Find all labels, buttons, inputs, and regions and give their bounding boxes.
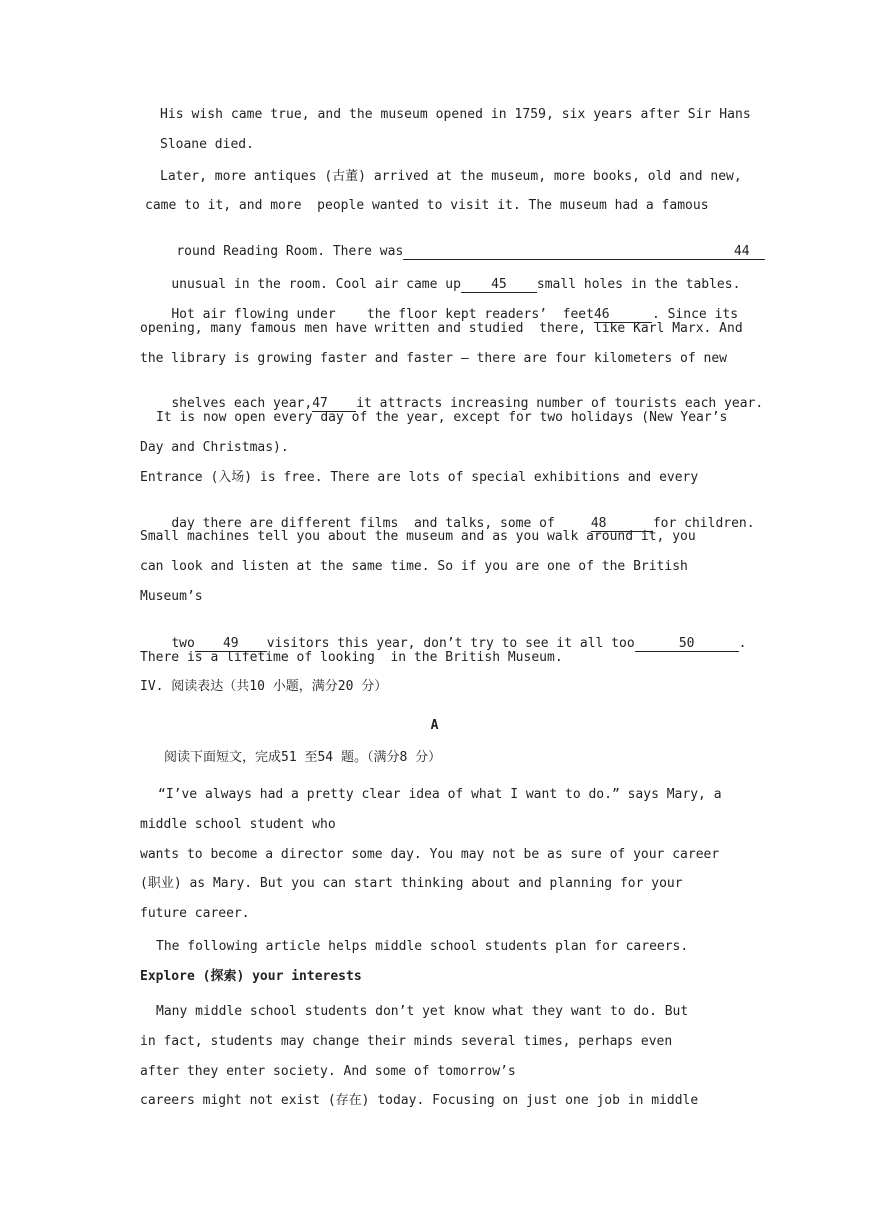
passage-text: two [171,636,195,651]
passage-text: . Since its [651,307,739,322]
blank-number: 49 [222,636,239,651]
passage-line: in fact, students may change their minds several times, perhaps even [140,1034,673,1049]
blank-number: 44 [733,244,750,259]
passage-text: shelves each year, [171,396,313,411]
blank-44[interactable] [403,245,765,260]
passage-line: Entrance (入场) is free. There are lots of special exhibitions and every [140,470,699,485]
blank-number: 48 [590,516,607,531]
passage-text: it attracts increasing number of tourists each year. [356,396,764,411]
section-instruction: 阅读下面短文，完成51 至54 题。（满分8 分） [164,750,442,765]
passage-line: Sloane died. [160,137,254,152]
passage-line: “I’ve always had a pretty clear idea of what I want to do.” says Mary, a [158,787,722,802]
blank-50[interactable] [635,637,739,652]
blank-number: 47 [312,396,328,411]
passage-line: after they enter society. And some of tomorrow’s [140,1064,516,1079]
passage-line: opening, many famous men have written and studied there, like Karl Marx. And [140,321,743,336]
blank-number: 45 [491,277,507,292]
passage-line: careers might not exist (存在) today. Focusing on just one job in middle [140,1093,699,1108]
passage-line: future career. [140,906,250,921]
passage-line: Many middle school students don’t yet know what they want to do. But [156,1004,689,1019]
passage-line: Museum’s [140,589,203,604]
part-heading: A [430,718,439,733]
passage-line: His wish came true, and the museum opened in 1759, six years after Sir Hans [160,107,751,122]
passage-line: came to it, and more people wanted to visit it. The museum had a famous [145,198,709,213]
blank-number: 50 [678,636,695,651]
passage-line: middle school student who [140,817,336,832]
passage-text: day there are different films and talks, some of [171,516,555,531]
passage-line: Day and Christmas). [140,440,289,455]
passage-line: the library is growing faster and faster — there are four kilometers of new [140,351,727,366]
passage-text: . [738,636,747,651]
passage-line: wants to become a director some day. You may not be as sure of your career [140,847,720,862]
subheading: Explore (探索) your interests [140,969,362,984]
passage-line: (职业) as Mary. But you can start thinking about and planning for your [140,876,683,891]
passage-text: small holes in the tables. [536,277,741,292]
passage-text: for children. [652,516,755,531]
passage-text: visitors this year, don’t try to see it all too [266,636,635,651]
passage-text: Hot air flowing under the floor kept readers’ feet [171,307,594,322]
passage-line: Later, more antiques (古董) arrived at the museum, more books, old and new, [160,169,742,184]
passage-line: The following article helps middle school students plan for careers. [156,939,689,954]
passage-text: round Reading Room. There was [176,244,404,259]
section-title: IV. 阅读表达（共10 小题，满分20 分） [140,679,388,694]
passage-line: Small machines tell you about the museum and as you walk around it, you [140,529,696,544]
blank-number: 46 [593,307,610,322]
passage-line: can look and listen at the same time. So if you are one of the British [140,559,688,574]
passage-line: There is a lifetime of looking in the British Museum. [140,650,563,665]
passage-text: unusual in the room. Cool air came up [171,277,461,292]
passage-line: It is now open every day of the year, except for two holidays (New Year’s [156,410,728,425]
